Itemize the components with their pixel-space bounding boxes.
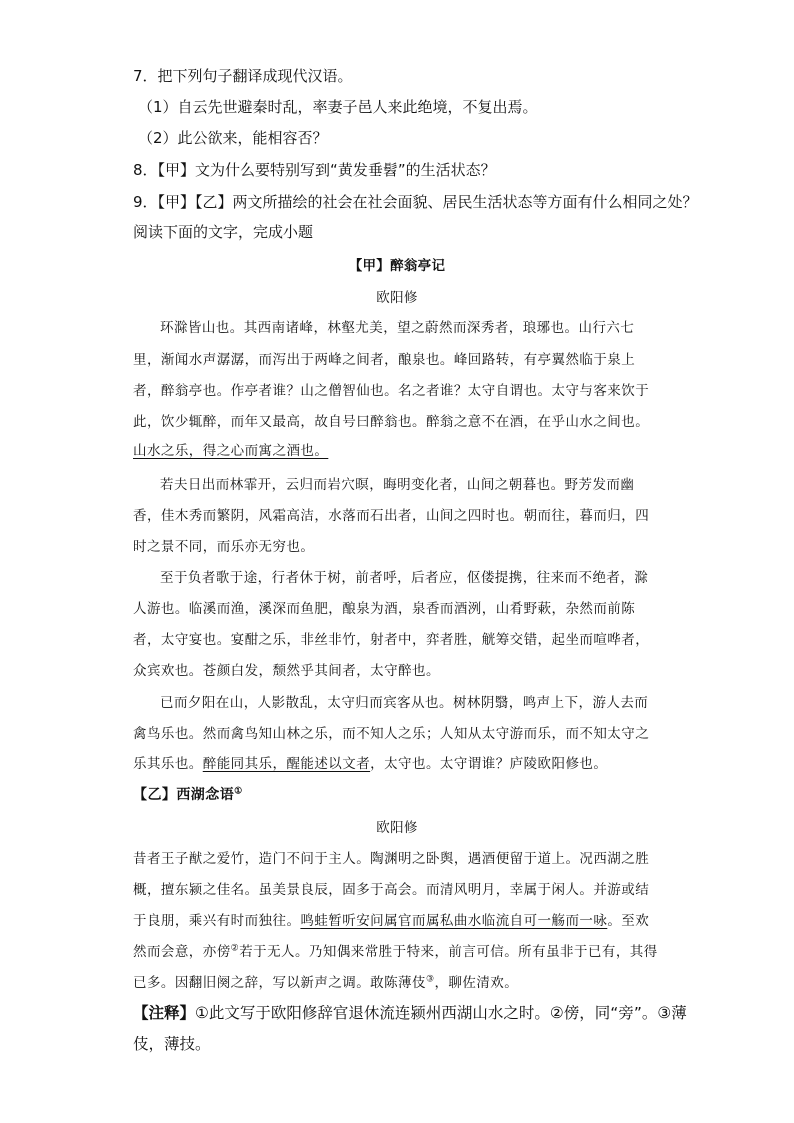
footnote-marker: ③: [425, 974, 435, 985]
footnote-marker: ②: [230, 943, 240, 954]
annotation-line: 伎，薄技。: [133, 1035, 211, 1053]
passage-jia-text: 乐其乐也。: [133, 756, 203, 772]
question-8: 8．【甲】文为什么要特别写到“黄发垂髫”的生活状态？: [133, 161, 496, 179]
passage-yi-text: 于良朋，乘兴有时而独往。: [133, 913, 301, 929]
footnote-marker: ①: [234, 786, 243, 797]
passage-yi-underlined-phrase: 鸣蛙暂听安问属官而属私曲水临流自可一觞而一咏: [300, 913, 608, 929]
passage-jia-line: 此，饮少辄醉，而年又最高，故自号曰醉翁也。醉翁之意不在酒，在乎山水之间也。: [133, 414, 650, 430]
passage-yi-line: 概，擅东颍之佳名。虽美景良辰，固多于高会。而清风明月，幸属于闲人。并游或结: [133, 882, 650, 898]
passage-yi-line: [133, 973, 518, 993]
passage-yi-text: 已多。因翻旧阕之辞，写以新声之调。敢陈薄伎: [133, 975, 426, 991]
passage-yi-text: 。至欢: [607, 913, 650, 929]
passage-jia-line: 环滁皆山也。其西南诸峰，林壑尤美，望之蔚然而深秀者，琅琊也。山行六七: [160, 320, 635, 336]
passage-jia-line: 时之景不同，而乐亦无穷也。: [133, 539, 315, 555]
question-9: 9．【甲】【乙】两文所描绘的社会在社会面貌、居民生活状态等方面有什么相同之处？: [133, 193, 698, 211]
passage-jia-text: ，太守也。太守谓谁？庐陵欧阳修也。: [370, 756, 608, 772]
passage-jia-line: 者，太守宴也。宴酣之乐，非丝非竹，射者中，弈者胜，觥筹交错，起坐而喧哗者，: [133, 632, 650, 648]
passage-jia-line: 众宾欢也。苍颜白发，颓然乎其间者，太守醉也。: [133, 663, 440, 679]
passage-yi-line: [133, 942, 658, 962]
annotation-line: [133, 1003, 687, 1023]
passage-yi-author: 欧阳修: [376, 820, 418, 836]
passage-jia-author: 欧阳修: [376, 290, 418, 306]
question-7-item-1: （1）自云先世避秦时乱，率妻子邑人来此绝境，不复出焉。: [138, 98, 538, 116]
passage-jia-line: 者，醉翁亭也。作亭者谁？山之僧智仙也。名之者谁？太守自谓也。太守与客来饮于: [133, 383, 650, 399]
passage-jia-line: [133, 754, 607, 774]
passage-jia-line: 已而夕阳在山，人影散乱，太守归而宾客从也。树林阴翳，鸣声上下，游人去而: [160, 695, 649, 711]
question-7: 7．把下列句子翻译成现代汉语。: [133, 67, 353, 85]
passage-jia-underlined-line: 山水之乐，得之心而寓之酒也。: [133, 443, 329, 459]
passage-jia-line: 里，渐闻水声潺潺，而泻出于两峰之间者，酿泉也。峰回路转，有亭翼然临于泉上: [133, 352, 636, 368]
passage-jia-line: 至于负者歌于途，行者休于树，前者呼，后者应，伛偻提携，往来而不绝者，滁: [160, 570, 649, 586]
annotation-label: 【注释】: [133, 1004, 196, 1022]
passage-jia-underlined-phrase: 醉能同其乐，醒能述以文者: [202, 756, 371, 772]
passage-jia-line: 若夫日出而林霏开，云归而岩穴暝，晦明变化者，山间之朝暮也。野芳发而幽: [160, 477, 635, 493]
passage-jia-line: 禽鸟乐也。然而禽鸟知山林之乐，而不知人之乐；人知从太守游而乐，而不知太守之: [133, 726, 650, 742]
passage-yi-line: 昔者王子猷之爱竹，造门不问于主人。陶渊明之卧舆，遇酒便留于道上。况西湖之胜: [133, 851, 650, 867]
passage-jia-title: 【甲】醉翁亭记: [348, 258, 446, 274]
annotation-text: ①此文写于欧阳修辞官退休流连颍州西湖山水之时。②傍，同“旁”。③薄: [195, 1004, 687, 1022]
passage-yi-line: [133, 911, 649, 931]
passage-jia-line: 人游也。临溪而渔，溪深而鱼肥，酿泉为酒，泉香而酒洌，山肴野蔌，杂然而前陈: [133, 601, 636, 617]
passage-yi-title: [133, 785, 243, 805]
passage-yi-title-text: 【乙】西湖念语: [133, 787, 235, 803]
reading-instruction: 阅读下面的文字，完成小题: [133, 223, 314, 241]
passage-yi-text: 若于无人。乃知偶来常胜于特来，前言可信。所有虽非于已有，其得: [239, 944, 658, 960]
passage-jia-line: 香，佳木秀而繁阴，风霜高洁，水落而石出者，山间之四时也。朝而往，暮而归，四: [133, 508, 650, 524]
passage-yi-text: ，聊佐清欢。: [434, 975, 519, 991]
passage-yi-text: 然而会意，亦傍: [133, 944, 231, 960]
question-7-item-2: （2）此公欲来，能相容否？: [138, 129, 328, 147]
